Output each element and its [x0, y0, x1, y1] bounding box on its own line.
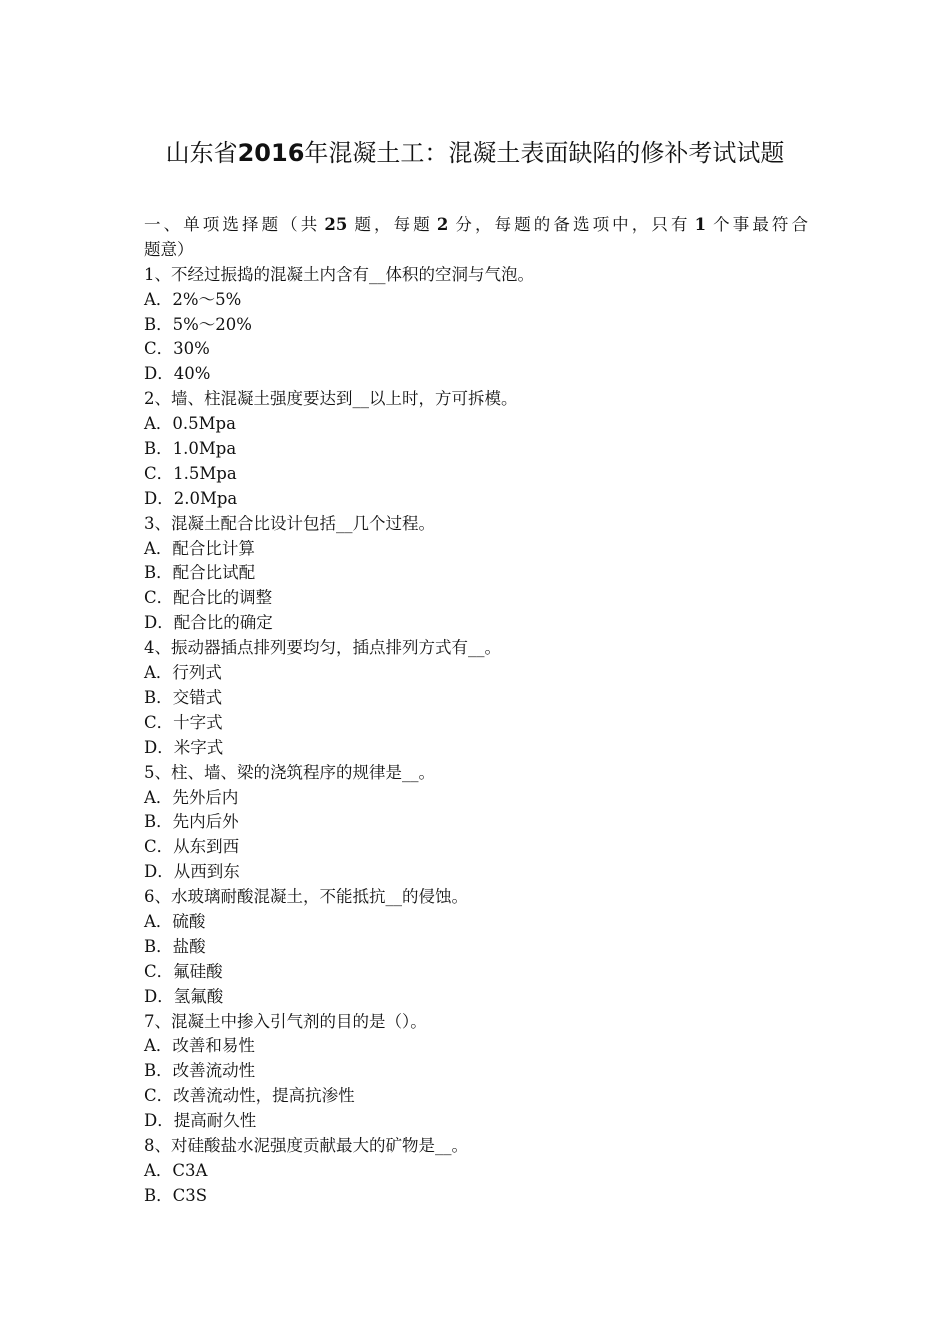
answer-option: D．2.0Mpa — [144, 488, 238, 508]
answer-count: 1 — [694, 215, 707, 234]
section-heading-text: 个事最符合 — [710, 215, 809, 234]
title-prefix: 山东省 — [165, 139, 238, 167]
answer-option: D．40% — [144, 364, 211, 384]
document-title — [0, 136, 950, 170]
answer-option: B．改善流动性 — [144, 1061, 256, 1081]
answer-option: D．从西到东 — [144, 862, 240, 882]
answer-option: B．配合比试配 — [144, 563, 256, 583]
answer-option: A．先外后内 — [144, 787, 239, 807]
section-heading-text: 分，每题的备选项中，只有 — [452, 215, 691, 234]
answer-option: C．1.5Mpa — [144, 463, 237, 483]
answer-option: A．2%～5% — [144, 289, 242, 309]
answer-option: D．提高耐久性 — [144, 1111, 257, 1131]
answer-option: B．先内后外 — [144, 812, 239, 832]
document-body — [144, 213, 808, 1209]
answer-option: B．交错式 — [144, 687, 223, 707]
question-stem: 7、混凝土中掺入引气剂的目的是（）。 — [144, 1011, 427, 1031]
answer-option: D．氢氟酸 — [144, 986, 224, 1006]
section-heading — [144, 213, 808, 238]
answer-option: A．配合比计算 — [144, 538, 255, 558]
answer-option: C．氟硅酸 — [144, 961, 223, 981]
answer-option: D．米字式 — [144, 737, 224, 757]
answer-option: B．盐酸 — [144, 936, 206, 956]
section-heading-text: 一、单项选择题（共 — [144, 215, 321, 234]
answer-option: C．十字式 — [144, 712, 223, 732]
answer-option: A．C3A — [144, 1160, 208, 1180]
question-stem: 6、水玻璃耐酸混凝土，不能抵抗__的侵蚀。 — [144, 887, 468, 907]
answer-option: C．30% — [144, 339, 210, 359]
question-stem: 1、不经过振捣的混凝土内含有__体积的空洞与气泡。 — [144, 264, 534, 284]
answer-option: C．从东到西 — [144, 837, 240, 857]
question-stem: 5、柱、墙、梁的浇筑程序的规律是__。 — [144, 762, 435, 782]
title-year: 2016 — [237, 139, 305, 167]
answer-option: C．改善流动性，提高抗渗性 — [144, 1086, 355, 1106]
answer-option: B．5%～20% — [144, 314, 252, 334]
answer-option: A．行列式 — [144, 663, 222, 683]
answer-option: A．硫酸 — [144, 911, 206, 931]
question-stem: 2、墙、柱混凝土强度要达到__以上时，方可拆模。 — [144, 389, 518, 409]
question-list — [144, 263, 808, 1209]
question-points: 2 — [436, 215, 449, 234]
question-stem: 8、对硅酸盐水泥强度贡献最大的矿物是__。 — [144, 1135, 468, 1155]
answer-option: C．配合比的调整 — [144, 588, 273, 608]
answer-option: D．配合比的确定 — [144, 613, 273, 633]
section-heading-continued: 题意） — [144, 239, 194, 259]
question-stem: 3、混凝土配合比设计包括__几个过程。 — [144, 513, 435, 533]
answer-option: B．C3S — [144, 1185, 208, 1205]
title-suffix: 年混凝土工：混凝土表面缺陷的修补考试试题 — [304, 139, 785, 167]
section-heading-text: 题，每题 — [351, 215, 433, 234]
answer-option: A．改善和易性 — [144, 1036, 255, 1056]
question-count: 25 — [324, 215, 348, 234]
answer-option: A．0.5Mpa — [144, 414, 236, 434]
question-stem: 4、振动器插点排列要均匀，插点排列方式有__。 — [144, 638, 501, 658]
answer-option: B．1.0Mpa — [144, 439, 237, 459]
